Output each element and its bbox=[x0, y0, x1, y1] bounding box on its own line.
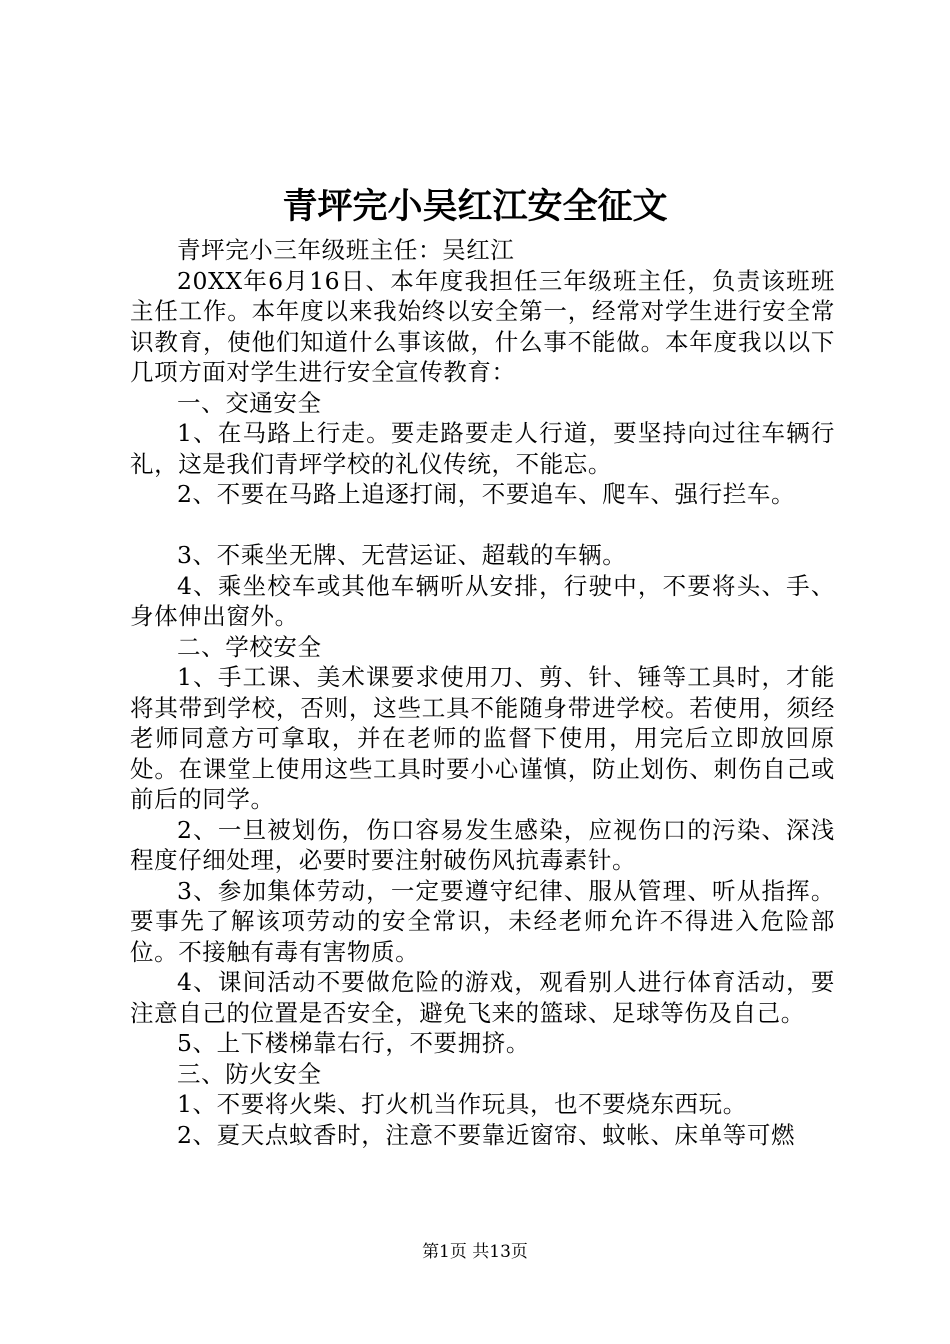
intro-paragraph: 20XX年6月16日、本年度我担任三年级班主任，负责该班班主任工作。本年度以来我始终以安全第一，经常对学生进行安全常识教育，使他们知道什么事该做，什么事不能做。本年度我以以下几项方面对学生进行安全宣传教育： bbox=[130, 266, 835, 386]
paragraph: 1、不要将火柴、打火机当作玩具，也不要烧东西玩。 bbox=[177, 1090, 747, 1118]
page-footer: 第1页 共13页 bbox=[422, 1242, 528, 1262]
document-body bbox=[130, 235, 835, 1150]
paragraph: 1、手工课、美术课要求使用刀、剪、针、锤等工具时，才能将其带到学校，否则，这些工具不能随身带进学校。若使用，须经老师同意方可拿取，并在老师的监督下使用，用完后立即放回原处。在课堂上使用这些工具时要小心谨慎，防止划伤、刺伤自己或前后的同学。 bbox=[130, 663, 835, 813]
author-line: 青坪完小三年级班主任：吴红江 bbox=[177, 236, 515, 264]
document-title: 青坪完小吴红江安全征文 bbox=[282, 186, 668, 227]
paragraph: 1、在马路上行走。要走路要走人行道，要坚持向过往车辆行礼，这是我们青坪学校的礼仪传统，不能忘。 bbox=[130, 419, 835, 478]
paragraph: 3、参加集体劳动，一定要遵守纪律、服从管理、听从指挥。要事先了解该项劳动的安全常识，未经老师允许不得进入危险部位。不接触有毒有害物质。 bbox=[130, 876, 835, 966]
paragraph: 4、课间活动不要做危险的游戏，观看别人进行体育活动，要注意自己的位置是否安全，避免飞来的篮球、足球等伤及自己。 bbox=[130, 968, 835, 1027]
paragraph: 5、上下楼梯靠右行，不要拥挤。 bbox=[177, 1029, 530, 1057]
section-heading-traffic: 一、交通安全 bbox=[177, 388, 322, 417]
paragraph: 4、乘坐校车或其他车辆听从安排，行驶中，不要将头、手、身体伸出窗外。 bbox=[130, 571, 835, 630]
section-heading-school: 二、学校安全 bbox=[177, 632, 322, 661]
blank-line bbox=[130, 510, 835, 541]
section-heading-fire: 三、防火安全 bbox=[177, 1059, 322, 1088]
paragraph: 2、一旦被划伤，伤口容易发生感染，应视伤口的污染、深浅程度仔细处理，必要时要注射破伤风抗毒素针。 bbox=[130, 815, 835, 874]
paragraph: 2、不要在马路上追逐打闹，不要追车、爬车、强行拦车。 bbox=[177, 480, 796, 508]
paragraph: 3、不乘坐无牌、无营运证、超载的车辆。 bbox=[177, 541, 627, 569]
paragraph: 2、夏天点蚊香时，注意不要靠近窗帘、蚊帐、床单等可燃 bbox=[177, 1120, 796, 1149]
